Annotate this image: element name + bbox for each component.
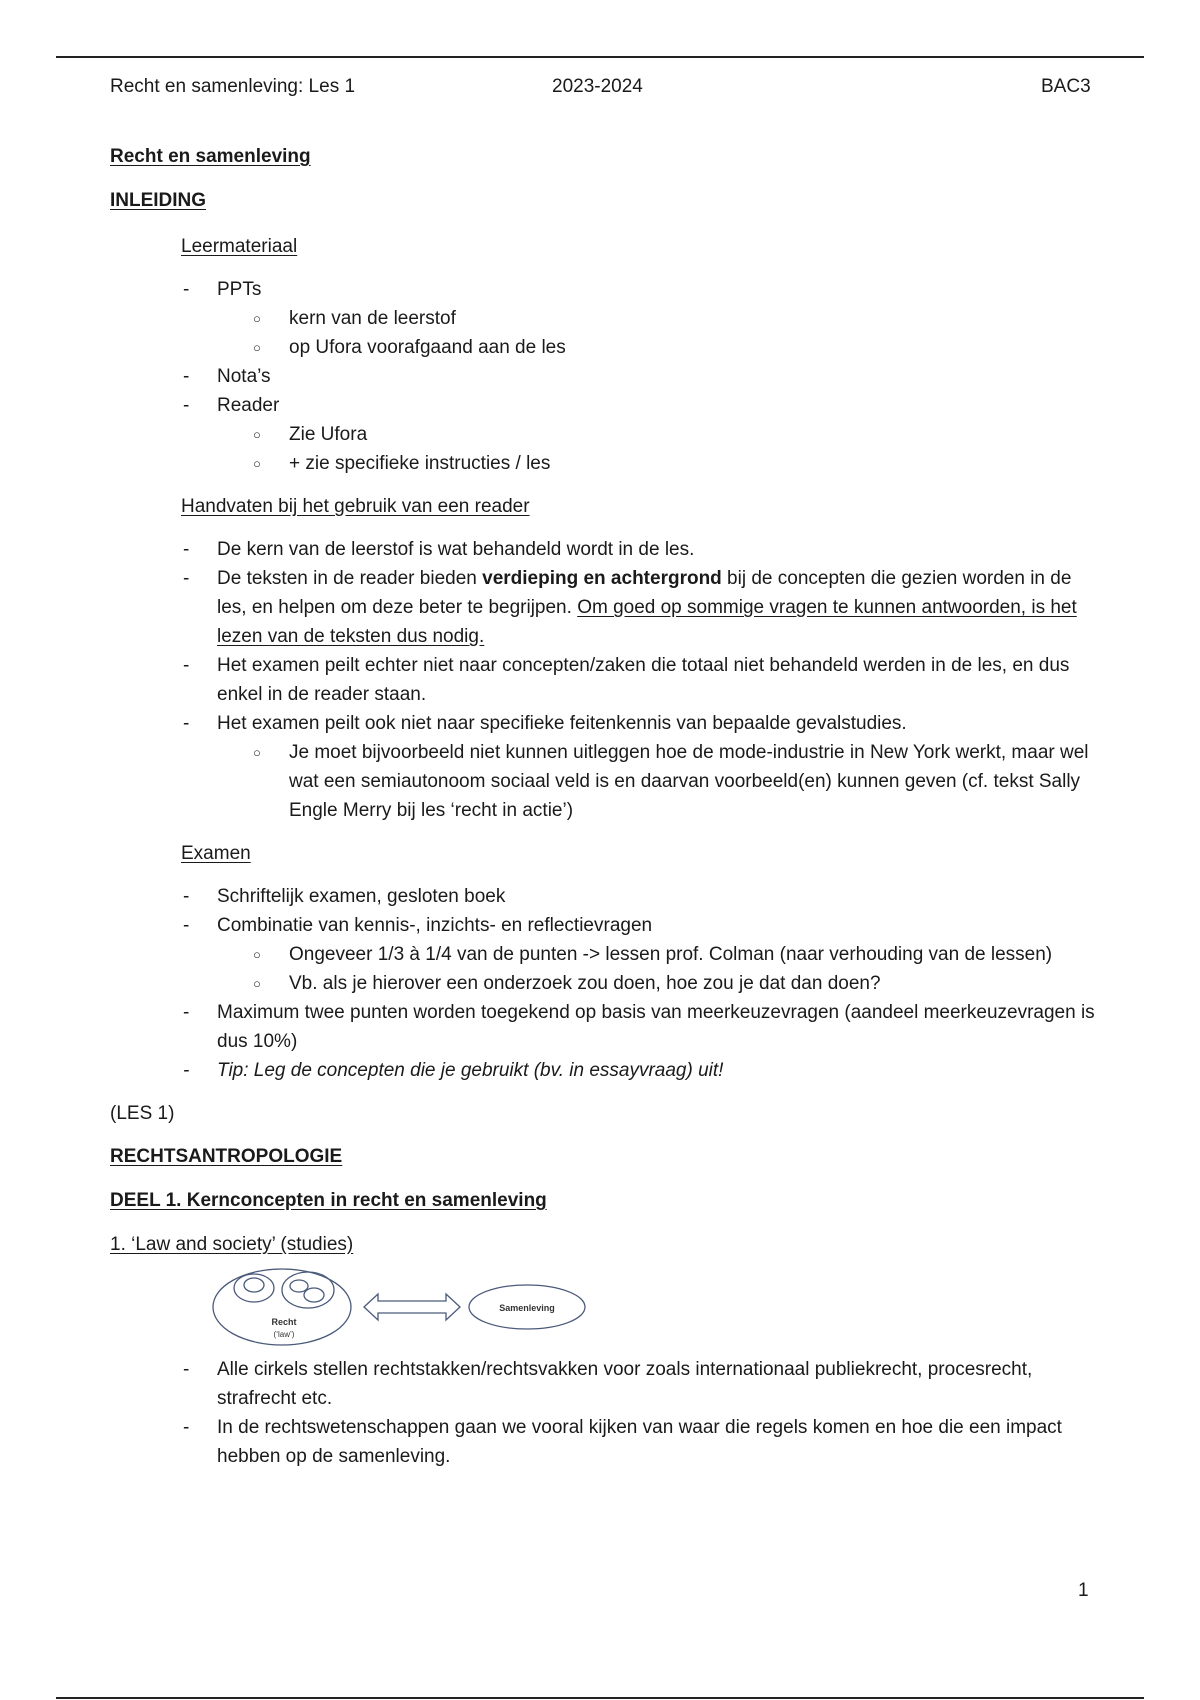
list-item: - PPTs <box>110 275 1100 304</box>
list-item: - Combinatie van kennis-, inzichts- en reflectievragen <box>110 911 1100 940</box>
list-item: - Alle cirkels stellen rechtstakken/rechtsvakken voor zoals internationaal publiekrecht, procesrecht, strafrecht etc. <box>110 1355 1100 1413</box>
list-item: - Nota’s <box>110 362 1100 391</box>
bottom-rule <box>56 1697 1144 1699</box>
list-item <box>110 564 1100 651</box>
list-section1 <box>110 1355 1100 1471</box>
list-item: - Maximum twee punten worden toegekend op basis van meerkeuzevragen (aandeel meerkeuzevragen is dus 10%) <box>110 998 1100 1056</box>
heading-inleiding: INLEIDING <box>110 190 207 211</box>
list-item: ○ kern van de leerstof <box>110 304 1100 333</box>
recht-label: Recht <box>271 1317 297 1327</box>
top-rule <box>56 56 1144 58</box>
page-body <box>110 142 1100 1485</box>
inner-circle <box>290 1280 308 1292</box>
heading-section1: 1. ‘Law and society’ (studies) <box>110 1234 354 1255</box>
underlined-text: Om goed op sommige vragen te kunnen antwoorden, is het lezen van de teksten dus nodig. <box>217 597 1077 647</box>
law-society-diagram <box>110 1263 1100 1355</box>
les-label: (LES 1) <box>110 1103 175 1124</box>
list-item: ○ Vb. als je hierover een onderzoek zou doen, hoe zou je dat dan doen? <box>110 969 1100 998</box>
heading-handvaten: Handvaten bij het gebruik van een reader <box>181 496 530 517</box>
header-left: Recht en samenleving: Les 1 <box>110 76 356 97</box>
header-center: 2023-2024 <box>552 76 643 97</box>
header-right: BAC3 <box>1041 76 1091 97</box>
list-item: ○ Je moet bijvoorbeeld niet kunnen uitleggen hoe de mode-industrie in New York werkt, maar wel wat een semiautonoom sociaal veld is en daarvan voorbeeld(en) kunnen geven (cf. tekst Sally Engle Merry bij les ‘recht in actie’) <box>110 738 1100 825</box>
heading-examen: Examen <box>181 843 251 864</box>
page-number: 1 <box>1078 1580 1089 1601</box>
samenleving-label: Samenleving <box>499 1303 555 1313</box>
law-label: (‘law’) <box>273 1330 295 1339</box>
list-item: - Reader <box>110 391 1100 420</box>
inner-circle <box>304 1288 324 1302</box>
list-item: - In de rechtswetenschappen gaan we vooral kijken van waar die regels komen en hoe die een impact hebben op de samenleving. <box>110 1413 1100 1471</box>
list-item: - De kern van de leerstof is wat behandeld wordt in de les. <box>110 535 1100 564</box>
list-handvaten <box>110 535 1100 825</box>
list-item: - Het examen peilt echter niet naar concepten/zaken die totaal niet behandeld werden in de les, en dus enkel in de reader staan. <box>110 651 1100 709</box>
list-leermateriaal <box>110 275 1100 478</box>
list-item: - Tip: Leg de concepten die je gebruikt (bv. in essayvraag) uit! <box>110 1056 1100 1085</box>
heading-leermateriaal: Leermateriaal <box>181 236 298 257</box>
list-item: - Het examen peilt ook niet naar specifieke feitenkennis van bepaalde gevalstudies. <box>110 709 1100 738</box>
bold-text: verdieping en achtergrond <box>482 568 722 589</box>
inner-circle <box>244 1278 264 1292</box>
list-item: - Schriftelijk examen, gesloten boek <box>110 882 1100 911</box>
list-item: ○ Ongeveer 1/3 à 1/4 van de punten -> lessen prof. Colman (naar verhouding van de lessen) <box>110 940 1100 969</box>
text-run: bij de concepten die gezien worden in de les, en helpen om deze beter te begrijpen. <box>217 568 1072 618</box>
text-run: De teksten in de reader bieden <box>217 568 483 589</box>
list-item: ○ op Ufora voorafgaand aan de les <box>110 333 1100 362</box>
heading-rechtsantropologie: RECHTSANTROPOLOGIE <box>110 1146 343 1167</box>
list-item: ○ + zie specifieke instructies / les <box>110 449 1100 478</box>
double-arrow <box>364 1294 460 1320</box>
document-title: Recht en samenleving <box>110 146 311 167</box>
list-item: ○ Zie Ufora <box>110 420 1100 449</box>
heading-deel1: DEEL 1. Kernconcepten in recht en samenleving <box>110 1190 547 1211</box>
list-examen <box>110 882 1100 1085</box>
diagram-svg <box>212 1263 592 1355</box>
